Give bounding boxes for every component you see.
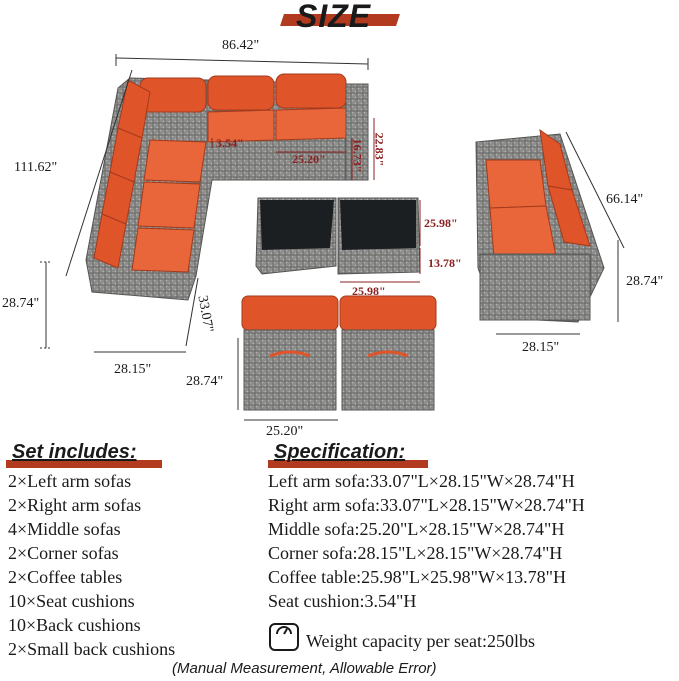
set-item: 2×Right arm sofas <box>8 495 142 515</box>
dim-l-width: 86.42" <box>222 38 260 53</box>
dim-chairs-width: 25.20" <box>266 424 304 439</box>
set-item: 10×Seat cushions <box>8 591 135 611</box>
set-item: 4×Middle sofas <box>8 519 121 539</box>
dim-l-end-width: 28.15" <box>114 362 152 377</box>
dim-chairs-height: 28.74" <box>186 374 224 389</box>
set-item: 2×Corner sofas <box>8 543 119 563</box>
dim-loveseat-height: 28.74" <box>626 274 664 289</box>
dim-loveseat-depth: 66.14" <box>606 192 644 207</box>
spec-item: Middle sofa:25.20"L×28.15"W×28.74"H <box>268 519 565 539</box>
spec-item: Seat cushion:3.54"H <box>268 591 417 611</box>
coffee-tables <box>256 198 420 274</box>
spec-item: Right arm sofa:33.07"L×28.15"W×28.74"H <box>268 495 585 515</box>
dim-l-end-depth: 33.07" <box>194 294 216 334</box>
dim-table-height: 13.78" <box>428 256 462 270</box>
set-item: 2×Small back cushions <box>8 639 176 659</box>
dim-arm-height: 22.83" <box>372 132 387 167</box>
spec-item: Corner sofa:28.15"L×28.15"W×28.74"H <box>268 543 563 563</box>
armless-chairs <box>242 296 436 410</box>
set-item: 2×Left arm sofas <box>8 471 132 491</box>
dim-l-depth: 111.62" <box>14 160 58 175</box>
scale-icon <box>268 622 300 652</box>
set-includes-heading: Set includes: <box>12 441 137 463</box>
set-item: 10×Back cushions <box>8 615 141 635</box>
dim-middle-width: 25.20" <box>292 152 326 166</box>
dim-loveseat-width: 28.15" <box>522 340 560 355</box>
specification-heading: Specification: <box>274 441 406 463</box>
dim-table-width: 25.98" <box>352 284 386 298</box>
dim-seat-height: 16.73" <box>350 138 365 173</box>
set-item: 2×Coffee tables <box>8 567 123 587</box>
dim-l-height: 28.74" <box>2 296 40 311</box>
footnote: (Manual Measurement, Allowable Error) <box>172 660 437 677</box>
weight-capacity: Weight capacity per seat:250lbs <box>306 631 535 651</box>
spec-item: Coffee table:25.98"L×25.98"W×13.78"H <box>268 567 566 587</box>
dim-seat-cushion: 3.54" <box>216 136 244 150</box>
loveseat <box>476 130 604 322</box>
spec-item: Left arm sofa:33.07"L×28.15"W×28.74"H <box>268 471 575 491</box>
page-title: SIZE <box>296 0 372 34</box>
dim-table-depth: 25.98" <box>424 216 458 230</box>
